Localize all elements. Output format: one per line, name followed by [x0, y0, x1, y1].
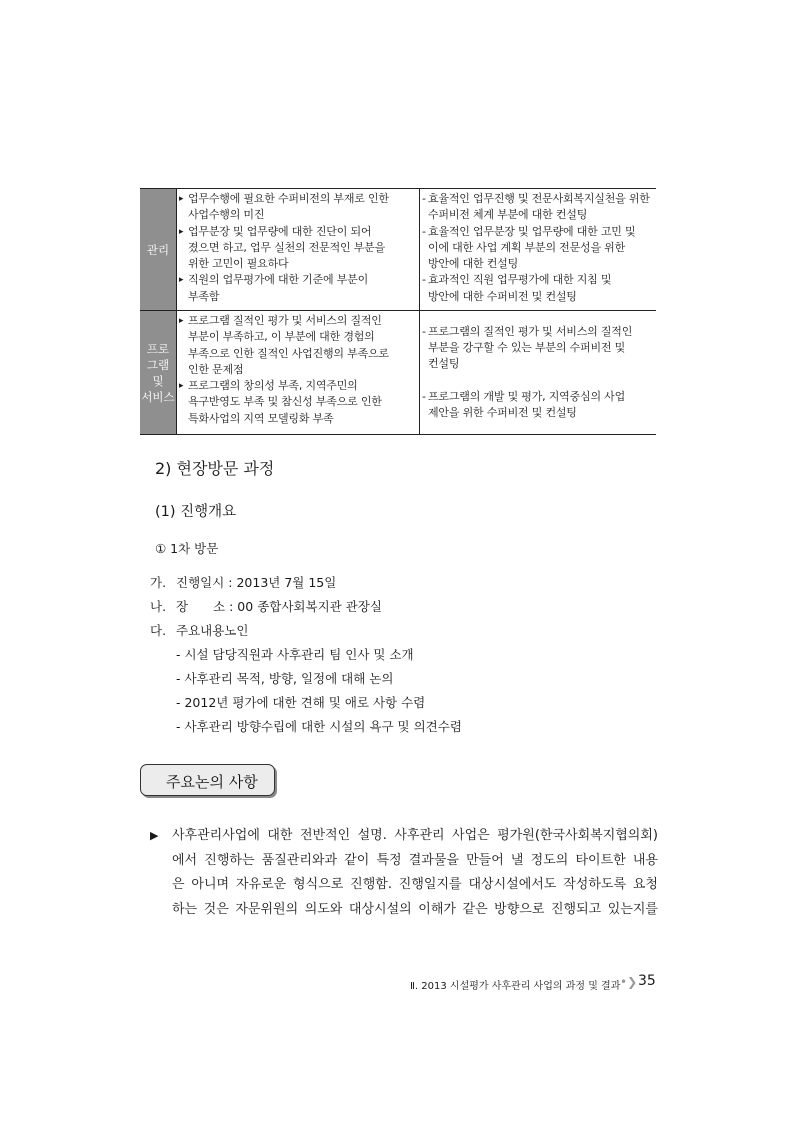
page-footer — [400, 974, 656, 994]
bullet-arrow-icon: ▸ — [179, 226, 184, 237]
triangle-bullet-icon: ▶ — [150, 829, 159, 842]
bullet-arrow-icon: ▸ — [179, 381, 184, 392]
consulting-item: - 프로그램의 개발 및 평가, 지역중심의 사업 제안을 위한 수퍼비전 및 컨설팅 — [422, 389, 626, 419]
content-item: - 사후관리 방향수립에 대한 시설의 욕구 및 의견수렴 — [176, 719, 462, 734]
visit-heading: ① 1차 방문 — [155, 541, 219, 556]
category-label: 프로 — [146, 341, 170, 356]
category-label: 서비스 — [141, 389, 175, 404]
consulting-item: - 효율적인 업무진행 및 전문사회복지실천을 위한 수퍼비전 체계 부분에 대한 컨설팅 — [422, 192, 650, 222]
bullet-arrow-icon: ▸ — [179, 316, 184, 326]
paragraph-line: 사후관리사업에 대한 전반적인 설명. 사후관리 사업은 평가원(한국사회복지협의회) — [172, 828, 658, 843]
discussion-tag-box — [140, 764, 275, 796]
paragraph-line: 에서 진행하는 품질관리와과 같이 특정 결과물을 만들어 낼 정도의 타이트한 내용 — [172, 852, 658, 868]
consulting-item: - 프로그램의 질적인 평가 및 서비스의 질적인 부분을 강구할 수 있는 부분의 수퍼비전 및 컨설팅 — [422, 324, 633, 371]
bullet-arrow-icon: ▸ — [179, 194, 184, 204]
category-cell-management — [140, 189, 177, 311]
discussion-tag-label: 주요논의 사항 — [166, 773, 258, 791]
content-item: - 사후관리 목적, 방향, 일정에 대해 논의 — [176, 671, 394, 686]
problem-item: ▸ 직원의 업무평가에 대한 기준에 부분이 부족함 — [179, 273, 369, 303]
paragraph-line: 은 아니며 자유로운 형식으로 진행함. 진행일지를 대상시설에서도 작성하도록 요청 — [172, 877, 658, 892]
content-item: - 시설 담당직원과 사후관리 팀 인사 및 소개 — [176, 647, 414, 662]
consulting-cell-program — [420, 311, 657, 435]
info-line-date: 가. 진행일시 : 2013년 7월 15일 — [150, 575, 337, 590]
discussion-paragraph — [150, 824, 658, 922]
footer-chapter-title: Ⅱ. 2013 시설평가 사후관리 사업의 과정 및 결과 — [410, 981, 621, 992]
category-label: 그램 — [146, 357, 170, 372]
problem-item: ▸ 업무분장 및 업무량에 대한 진단이 되어 졌으면 하고, 업무 실천의 전문적인 부분을 위한 고민이 필요하다 — [179, 224, 386, 271]
page-number: 35 — [638, 973, 656, 989]
subsection-heading: (1) 진행개요 — [155, 504, 237, 520]
problems-cell-program — [177, 311, 420, 435]
consulting-table — [140, 188, 656, 435]
problem-item: ▸ 업무수행에 필요한 수퍼비전의 부재로 인한 사업수행의 미진 — [179, 192, 389, 222]
section-heading: 2) 현장방문 과정 — [155, 459, 275, 478]
problem-item: ▸ 프로그램의 창의성 부족, 지역주민의 욕구반영도 부족 및 참신성 부족으로 인한 특화사업의 지역 모델링화 부족 — [179, 379, 382, 425]
table-row-management — [140, 189, 656, 311]
info-line-content: 다. 주요내용노인 — [150, 623, 249, 638]
consulting-table-grid — [140, 189, 656, 434]
content-item: - 2012년 평가에 대한 견해 및 애로 사항 수렴 — [176, 695, 426, 710]
consulting-item: - 효과적인 직원 업무평가에 대한 지침 및 방안에 대한 수퍼비전 및 컨설팅 — [422, 273, 612, 303]
problems-cell-management — [177, 189, 420, 311]
bullet-arrow-icon: ▸ — [179, 275, 184, 286]
category-cell-program — [140, 311, 177, 435]
consulting-cell-management — [420, 189, 657, 311]
category-label: 관리 — [146, 242, 170, 257]
table-row-program — [140, 311, 656, 435]
consulting-item: - 효율적인 업무분장 및 업무량에 대한 고민 및 이에 대한 사업 계획 부분의 전문성을 위한 방안에 대한 컨설팅 — [422, 224, 636, 271]
paragraph-line: 하는 것은 자문위원의 의도와 대상시설의 이해가 같은 방향으로 진행되고 있는지를 — [172, 901, 658, 917]
info-line-place: 나. 장 소 : 00 종합사회복지관 관장실 — [150, 599, 382, 614]
chevron-right-icon: •❯ — [620, 975, 638, 989]
problem-item: ▸ 프로그램 질적인 평가 및 서비스의 질적인 부분이 부족하고, 이 부분에 대한 경험의 부족으로 인한 질적인 사업진행의 부족으로 인한 문제점 — [179, 314, 389, 376]
category-label: 및 — [152, 373, 164, 388]
